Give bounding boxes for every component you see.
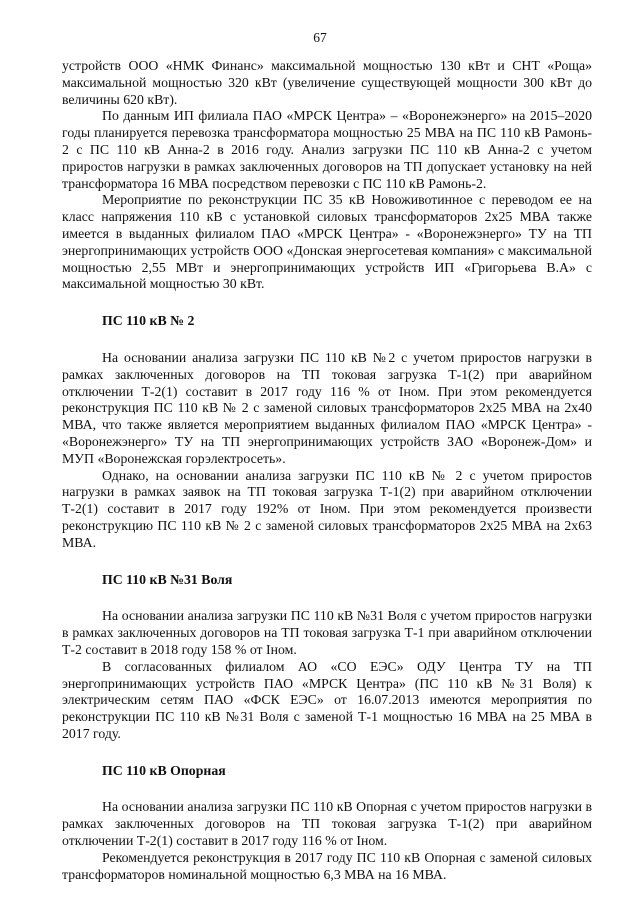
paragraph-ps-2-applications: Однако, на основании анализа загрузки ПС 110 кВ № 2 с учетом приростов нагрузки в рамках заявок на ТП токовая загрузка Т-1(2) при аварийном отключении Т-2(1) составит в 2017 году 192% от Iном. При этом рекомендуется произвести реконструкцию ПС 110 кВ № 2 с заменой силовых трансформаторов 2х25 МВА на 2х63 МВА.	[62, 467, 592, 550]
paragraph-ps-31-load: На основании анализа загрузки ПС 110 кВ №31 Воля с учетом приростов нагрузки в рамках заключенных договоров на ТП токовая загрузка Т-1 при аварийном отключении Т-2 составит в 2018 году 158 % от Iном.	[62, 608, 592, 657]
paragraph-opornaya-load: На основании анализа загрузки ПС 110 кВ Опорная с учетом приростов нагрузки в рамках заключенных договоров на ТП токовая загрузка Т-1(2) при аварийном отключении Т-2(1) составит в 2017 году 116 % от Iном.	[62, 799, 592, 849]
paragraph-transformer-transfer: По данным ИП филиала ПАО «МРСК Центра» – «Воронежэнерго» на 2015–2020 годы планируется перевозка трансформатора мощностью 25 МВА на ПС 110 кВ Рамонь- 2 с ПС 110 кВ Анна-2 в 2016 году. Анализ загрузки ПС 110 кВ Анна-2 с учетом приростов нагрузки в рамках заключенных договоров на ТП допускает установку на ней трансформатора 16 МВА посредством перевозки с ПС 110 кВ Рамонь-2.	[62, 108, 592, 191]
paragraph-ps-31-so-ees: В согласованных филиалом АО «СО ЕЭС» ОДУ Центра ТУ на ТП энергопринимающих устройств ПАО «МРСК Центра» (ПС 110 кВ №31 Воля) к электрическим сетям ПАО «ФСК ЕЭС» от 16.07.2013 имеются мероприятия по реконструкции ПС 110 кВ №31 Воля с заменой Т-1 мощностью 16 МВА на 25 МВА в 2017 году.	[62, 658, 592, 741]
document-body	[62, 58, 592, 883]
paragraph-opornaya-recommendation: Рекомендуется реконструкция в 2017 году ПС 110 кВ Опорная с заменой силовых трансформаторов номинальной мощностью 6,3 МВА на 16 МВА.	[62, 849, 592, 882]
paragraph-novozhivotinnoe: Мероприятие по реконструкции ПС 35 кВ Новоживотинное с переводом ее на класс напряжения 110 кВ с установкой силовых трансформаторов 2х25 МВА также имеется в выданных филиалом ПАО «МРСК Центра» - «Воронежэнерго» ТУ на ТП энергопринимающих устройств ООО «Донская энергосетевая компания» с максимальной мощностью 2,55 МВт и энергопринимающих устройств ИП «Григорьева В.А» с максимальной мощностью 30 кВт.	[62, 192, 592, 292]
paragraph-ps-2-contracts: На основании анализа загрузки ПС 110 кВ №2 с учетом приростов нагрузки в рамках заключенных договоров на ТП токовая загрузка Т-1(2) при аварийном отключении Т-2(1) составит в 2017 году 116 % от Iном. При этом рекомендуется реконструкция ПС 110 кВ № 2 с заменой силовых трансформаторов 2х25 МВА на 2х40 МВА, что также является мероприятием выданных филиалом ПАО «МРСК Центра» - «Воронежэнерго» ТУ на ТП энергопринимающих устройств ЗАО «Воронеж-Дом» и МУП «Воронежская горэлектросеть».	[62, 349, 592, 466]
paragraph-continuation: устройств ООО «НМК Финанс» максимальной мощностью 130 кВт и СНТ «Роща» максимальной мощностью 320 кВт (увеличение существующей мощности 300 кВт до величины 620 кВт).	[62, 58, 592, 107]
section-heading-ps-opornaya: ПС 110 кВ Опорная	[102, 762, 226, 778]
section-heading-ps-31-volya: ПС 110 кВ №31 Воля	[102, 571, 233, 587]
section-heading-ps-2: ПС 110 кВ № 2	[102, 313, 195, 329]
page-number: 67	[313, 30, 327, 45]
